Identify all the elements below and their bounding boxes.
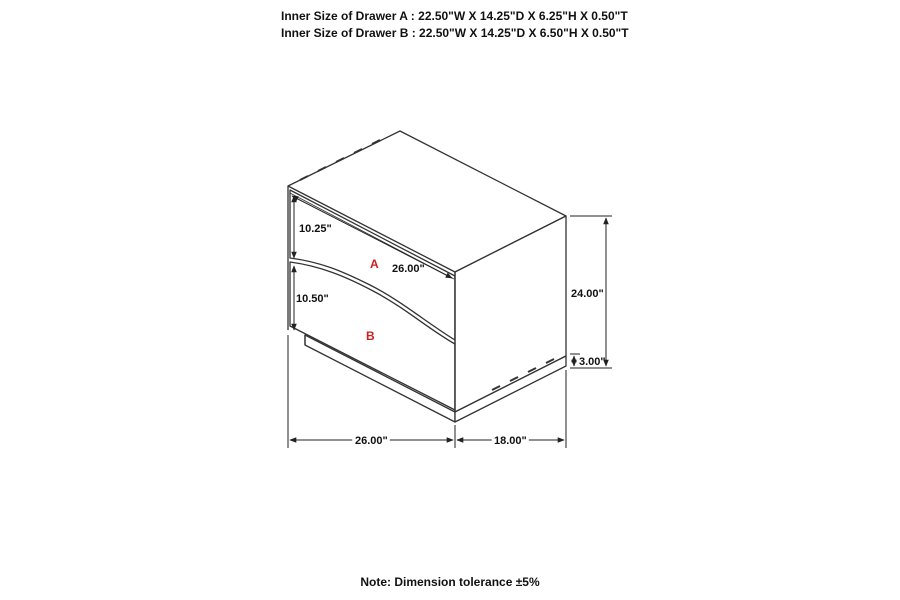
plinth-height-label: 3.00" (579, 356, 606, 368)
tolerance-note: Note: Dimension tolerance ±5% (360, 575, 540, 589)
drawer-a-height-label: 10.25" (299, 223, 332, 235)
drawer-a-inner-size: Inner Size of Drawer A : 22.50"W X 14.25"D X 6.25"H X 0.50"T (281, 9, 628, 23)
drawer-b-label: B (366, 329, 375, 343)
side-depth-label: 18.00" (494, 435, 527, 447)
drawer-b-inner-size: Inner Size of Drawer B : 22.50"W X 14.25"D X 6.50"H X 0.50"T (281, 26, 629, 40)
top-width-label: 26.00" (392, 263, 425, 275)
front-width-label: 26.00" (355, 435, 388, 447)
total-height-label: 24.00" (571, 288, 604, 300)
drawer-b-height-label: 10.50" (296, 293, 329, 305)
drawer-a-label: A (370, 257, 379, 271)
cabinet (288, 131, 566, 422)
